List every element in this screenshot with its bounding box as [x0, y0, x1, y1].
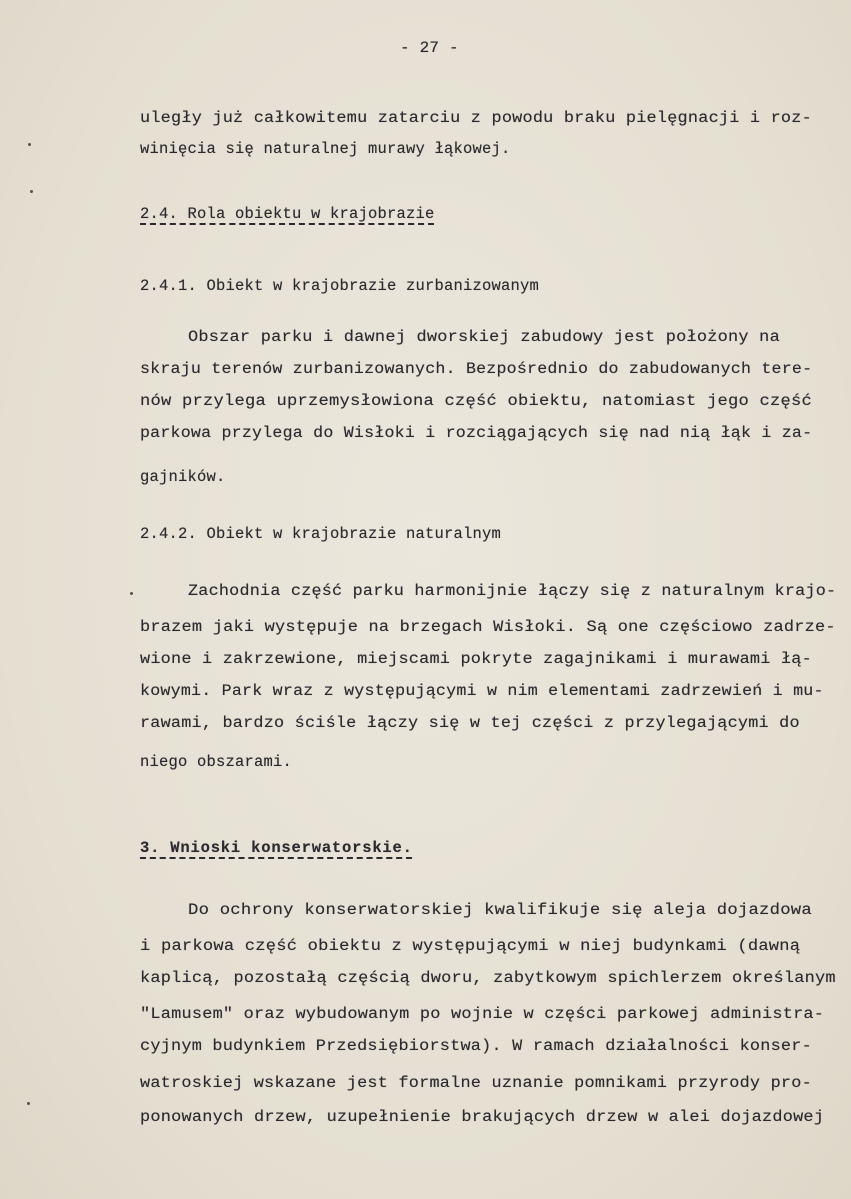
- subsection-heading-2-4-2: 2.4.2. Obiekt w krajobrazie naturalnym: [140, 525, 502, 543]
- section-heading-2-4: 2.4. Rola obiektu w krajobrazie: [140, 205, 435, 223]
- text-line: kowymi. Park wraz z występującymi w nim elementami zadrzewień i mu-: [140, 682, 824, 700]
- text-line: winięcia się naturalnej murawy łąkowej.: [140, 140, 511, 158]
- paper-speck: [130, 592, 133, 595]
- text-line: gajników.: [140, 468, 226, 486]
- text-line: niego obszarami.: [140, 753, 293, 771]
- subsection-heading-2-4-1: 2.4.1. Obiekt w krajobrazie zurbanizowanym: [140, 277, 540, 295]
- text-line: skraju terenów zurbanizowanych. Bezpośrednio do zabudowanych tere-: [140, 360, 813, 378]
- text-line: uległy już całkowitemu zatarciu z powodu braku pielęgnacji i roz-: [140, 109, 812, 127]
- text-line: "Lamusem" oraz wybudowanym po wojnie w części parkowej administra-: [140, 1005, 825, 1023]
- text-line: Zachodnia część parku harmonijnie łączy się z naturalnym krajo-: [188, 582, 837, 600]
- text-line: kaplicą, pozostałą częścią dworu, zabytkowym spichlerzem określanym: [140, 969, 836, 987]
- text-line: i parkowa część obiektu z występującymi w niej budynkami (dawną: [140, 937, 801, 955]
- text-line: brazem jaki występuje na brzegach Wisłoki. Są one częściowo zadrze-: [140, 618, 836, 636]
- text-line: ponowanych drzew, uzupełnienie brakujących drzew w alei dojazdowej: [140, 1108, 825, 1126]
- page-number: - 27 -: [400, 39, 459, 57]
- text-line: Do ochrony konserwatorskiej kwalifikuje się aleja dojazdowa: [188, 901, 812, 919]
- text-line: wione i zakrzewione, miejscami pokryte zagajnikami i murawami łą-: [140, 650, 812, 668]
- section-heading-3: 3. Wnioski konserwatorskie.: [140, 839, 413, 857]
- paper-speck: [30, 190, 33, 193]
- paper-speck: [28, 143, 31, 146]
- text-line: rawami, bardzo ściśle łączy się w tej części z przylegającymi do: [140, 714, 800, 732]
- text-line: watroskiej wskazane jest formalne uznanie pomnikami przyrody pro-: [140, 1074, 812, 1092]
- text-line: parkowa przylega do Wisłoki i rozciągających się nad nią łąk i za-: [140, 424, 813, 442]
- text-line: nów przylega uprzemysłowiona część obiektu, natomiast jego część: [140, 392, 812, 410]
- paper-speck: [27, 1102, 30, 1105]
- text-line: Obszar parku i dawnej dworskiej zabudowy jest położony na: [188, 328, 780, 346]
- text-line: cyjnym budynkiem Przedsiębiorstwa). W ramach działalności konser-: [140, 1037, 812, 1055]
